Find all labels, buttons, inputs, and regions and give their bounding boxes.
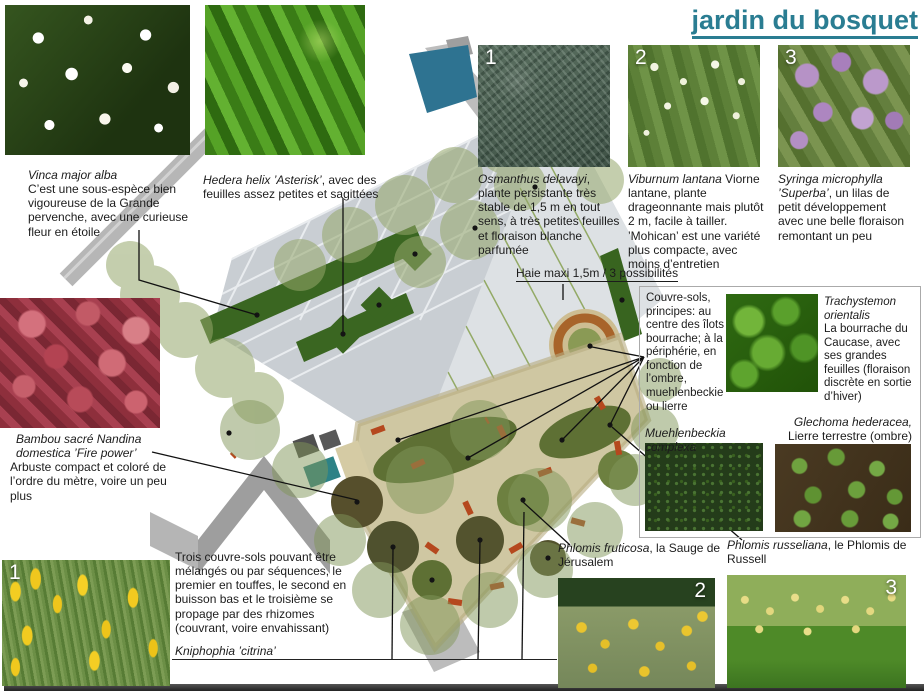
kniphophia-caption: Kniphophia ’citrina’ <box>175 644 276 658</box>
hedera-photo <box>205 5 365 155</box>
photo-number: 1 <box>9 561 21 584</box>
page-title: jardin du bosquet <box>600 5 918 36</box>
vinca-caption: Vinca major alba C’est une sous-espèce bien vigoureuse de la Grande pervenche, avec une curieuse fleur en étoile <box>28 168 189 239</box>
couvre-sols-note: Couvre-sols, principes: au centre des îlots bourrache; à la périphérie, en fonction de l’ombre, muehlenbeckie ou lierre <box>646 292 724 413</box>
phlomis-russeliana-photo <box>727 575 906 688</box>
muehlenbeckia-photo <box>645 443 763 531</box>
photo-number: 3 <box>885 576 897 599</box>
phlomis-fruticosa-photo <box>558 578 715 688</box>
osmanthus-caption: Osmanthus delavayi, plante persistante très stable de 1,5 m en tout sens, à très petites feuilles et floraison blanche parfumée <box>478 172 620 257</box>
nandina-photo <box>0 298 160 428</box>
ground-cover-note: Trois couvre-sols pouvant être mélangés ou par séquences, le premier en touffes, le second en buisson bas et le troisième se propage par des rhizomes (couvrant, voire envahissant) <box>175 550 347 635</box>
photo-number: 3 <box>785 46 797 69</box>
viburnum-caption: Viburnum lantana Viorne lantane, plante drageonnante mais plutôt 2 m, facile à tailler. ’Mohican’ est une variété plus compacte, avec moins d’entretien <box>628 172 764 271</box>
phlomis-fruticosa-caption: Phlomis fruticosa, la Sauge de Jérusalem <box>558 541 721 570</box>
kniphophia-photo <box>2 560 170 686</box>
photo-number: 2 <box>694 579 706 602</box>
hedge-note: Haie maxi 1,5m / 3 possibilités <box>516 266 679 280</box>
vinca-photo <box>5 5 190 155</box>
viburnum-photo <box>628 45 760 167</box>
nandina-caption: Bambou sacré Nandina domestica ’Fire power’ Arbuste compact et coloré de l’ordre du mètre, voire un peu plus <box>10 432 167 503</box>
trachystemon-caption: Trachystemon orientalis La bourrache du Caucase, avec ses grandes feuilles (floraison discrète en sortie d’hiver) <box>824 296 912 403</box>
syringa-photo <box>778 45 910 167</box>
photo-number: 1 <box>485 46 497 69</box>
osmanthus-photo <box>478 45 610 167</box>
muehlenbeckia-caption: Muehlenbeckia complexa <box>645 426 726 455</box>
syringa-caption: Syringa microphylla ’Superba’, un lilas de petit développement avec une belle floraison remontant un peu <box>778 172 905 243</box>
hedera-caption: Hedera helix ’Asterisk’, avec des feuilles assez petites et sagittées <box>203 173 379 202</box>
glechoma-caption: Glechoma hederacea, Lierre terrestre (ombre) <box>787 415 912 444</box>
phlomis-russeliana-caption: Phlomis russeliana, le Phlomis de Russell <box>727 538 907 567</box>
glechoma-photo <box>775 444 911 532</box>
photo-number: 2 <box>635 46 647 69</box>
trachystemon-photo <box>726 294 818 392</box>
kniphophia-leader-rule <box>172 659 557 660</box>
